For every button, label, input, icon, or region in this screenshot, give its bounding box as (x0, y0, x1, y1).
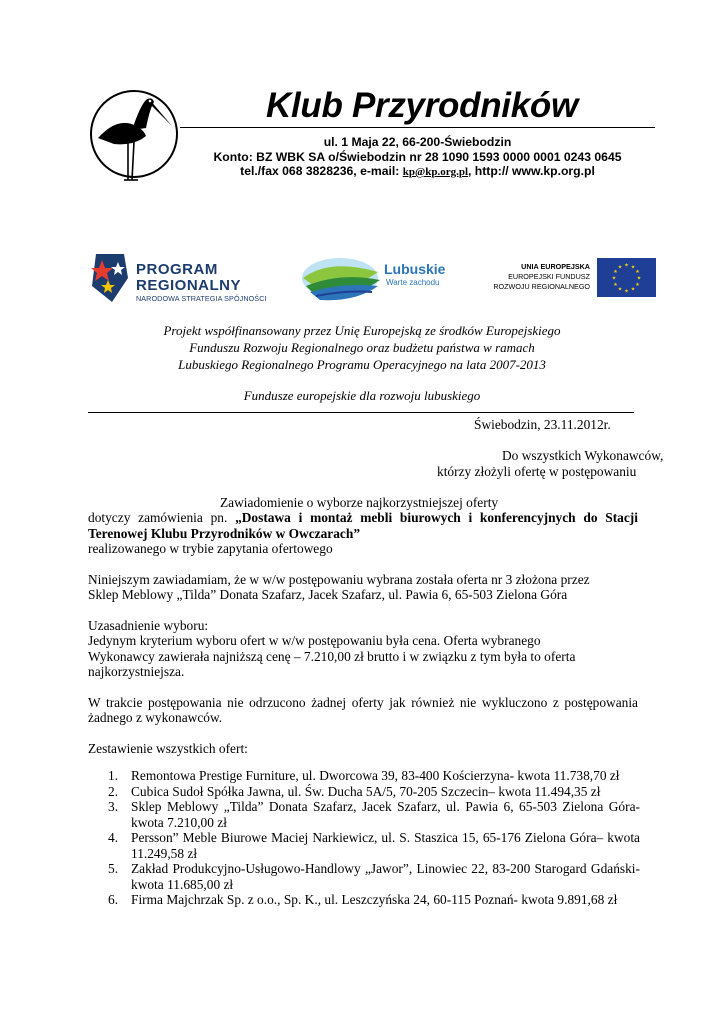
list-item (108, 892, 640, 908)
svg-text:★: ★ (630, 264, 636, 271)
offer-amount: kwota 7.210,00 zł (131, 814, 227, 830)
svg-text:★: ★ (613, 282, 618, 288)
stork-logo (88, 86, 180, 186)
addressee-line1: Do wszystkich Wykonawców, (502, 448, 664, 463)
project-line3: Lubuskiego Regionalnego Programu Operacyjnego na lata 2007-2013 (178, 357, 546, 372)
list-item (108, 830, 640, 861)
offer-text: Persson” Meble Biurowe Maciej Narkiewicz, ul. S. Staszica 15, 65-176 Zielona Góra– kwota (131, 830, 640, 845)
list-item (108, 784, 640, 800)
ue-line1: UNIA EUROPEJSKA (521, 262, 590, 271)
ue-line2: EUROPEJSKI FUNDUSZ (508, 272, 590, 281)
separator-line (88, 412, 634, 413)
justification-line2: Wykonawcy zawierała najniższą cenę – 7.210,00 zł brutto i w związku z tym była to oferta (88, 649, 576, 664)
letter-date: Świebodzin, 23.11.2012r. (474, 417, 611, 432)
org-contact (180, 164, 655, 180)
offer-text: Firma Majchrzak Sp. z o.o., Sp. K., ul. Leszczyńska 24, 60-115 Poznań- kwota 9.891,68 zł (131, 892, 618, 907)
lubuskie-slogan: Warte zachodu (386, 278, 440, 287)
justification-line3: najkorzystniejsza. (88, 664, 185, 679)
list-number: 5. (108, 861, 119, 876)
program-subtitle: NARODOWA STRATEGIA SPÓJNOŚCI (136, 294, 267, 303)
org-title: Klub Przyrodników (266, 86, 578, 125)
offer-text: Sklep Meblowy „Tilda” Donata Szafarz, Jacek Szafarz, ul. Pawia 6, 65-503 Zielona Góra- (131, 799, 640, 814)
order-line1 (88, 510, 638, 526)
offers-title: Zestawienie wszystkich ofert: (88, 741, 248, 756)
program-regionalny-logo (136, 262, 241, 294)
order-prefix: dotyczy zamówienia pn. (88, 510, 228, 525)
offer-text: Cubica Sudoł Spółka Jawna, ul. Św. Ducha 5A/5, 70-205 Szczecin– kwota 11.494,35 zł (131, 783, 601, 799)
org-account: Konto: BZ WBK SA o/Świebodzin nr 28 1090 1593 0000 0001 0243 0645 (213, 150, 622, 164)
rejection-line1: W trakcie postępowania nie odrzucono żadnej oferty jak również nie wykluczono z postępowania (88, 695, 638, 710)
notice-line2: Sklep Meblowy „Tilda” Donata Szafarz, Jacek Szafarz, ul. Pawia 6, 65-503 Zielona Góra (88, 587, 568, 602)
svg-text:★: ★ (624, 288, 629, 295)
notice-line1: Niniejszym zawiadamiam, że w w/w postępowaniu wybrana została oferta nr 3 złożona przez (88, 572, 590, 587)
email-link[interactable]: kp@kp.org.pl (402, 166, 469, 178)
project-motto: Fundusze europejskie dla rozwoju lubuskiego (243, 388, 481, 403)
svg-text:★: ★ (624, 262, 629, 269)
rejection-line2: żadnego z wykonawców. (88, 710, 223, 725)
letter-subject: Zawiadomienie o wyborze najkorzystniejszej oferty (220, 495, 499, 510)
program-regionalny-star-icon (88, 252, 134, 304)
svg-text:★: ★ (617, 264, 623, 271)
svg-text:★: ★ (630, 286, 636, 293)
order-mode: realizowanego w trybie zapytania ofertowego (88, 541, 333, 556)
project-line2: Funduszu Rozwoju Regionalnego oraz budżetu państwa w ramach (189, 340, 535, 355)
addressee-line2: którzy złożyli ofertę w postępowaniu (437, 464, 637, 479)
ue-logo-text (480, 262, 590, 292)
list-number: 3. (108, 799, 119, 814)
offers-list (108, 768, 640, 908)
eu-flag-icon (597, 258, 656, 297)
svg-text:★: ★ (635, 282, 640, 288)
svg-text:★: ★ (617, 286, 623, 293)
offer-amount: 11.249,58 zł (131, 845, 198, 861)
contact-phone: tel./fax 068 3828236, e-mail: (240, 164, 403, 178)
project-line1: Projekt współfinansowany przez Unię Europejską ze środków Europejskiego (163, 323, 561, 338)
offer-text: Zakład Produkcyjno-Usługowo-Handlowy „Jawor”, Linowiec 22, 83-200 Starogard Gdański- (131, 861, 640, 876)
offer-amount: kwota 11.685,00 zł (131, 876, 234, 892)
order-name-2: Terenowej Klubu Przyrodników w Owczarach” (88, 526, 361, 541)
header-rule (180, 127, 655, 128)
contact-web: , http:// www.kp.org.pl (468, 164, 595, 178)
list-item (108, 768, 640, 784)
list-item (108, 799, 640, 830)
offer-text: Remontowa Prestige Furniture, ul. Dworcowa 39, 83-400 Kościerzyna- kwota 11.738,70 zł (131, 768, 620, 783)
lubuskie-name: Lubuskie (384, 261, 446, 277)
svg-text:★: ★ (636, 275, 642, 282)
list-item (108, 861, 640, 892)
svg-text:★: ★ (611, 275, 617, 282)
svg-text:★: ★ (613, 269, 618, 275)
order-name-1: „Dostawa i montaż mebli biurowych i konferencyjnych do Stacji (235, 510, 638, 525)
org-address: ul. 1 Maja 22, 66-200-Świebodzin (323, 135, 512, 149)
program-line2: REGIONALNY (136, 277, 242, 294)
justification-line1: Jedynym kryterium wyboru ofert w w/w postępowaniu była cena. Oferta wybranego (88, 633, 541, 648)
list-number: 2. (108, 783, 119, 799)
list-number: 1. (108, 768, 119, 783)
ue-line3: ROZWOJU REGIONALNEGO (493, 282, 590, 291)
list-number: 6. (108, 892, 119, 907)
list-number: 4. (108, 830, 119, 845)
justification-title: Uzasadnienie wyboru: (88, 618, 209, 633)
program-line1: PROGRAM (136, 261, 218, 278)
svg-text:★: ★ (635, 269, 640, 275)
lubuskie-emblem-icon (300, 256, 382, 302)
